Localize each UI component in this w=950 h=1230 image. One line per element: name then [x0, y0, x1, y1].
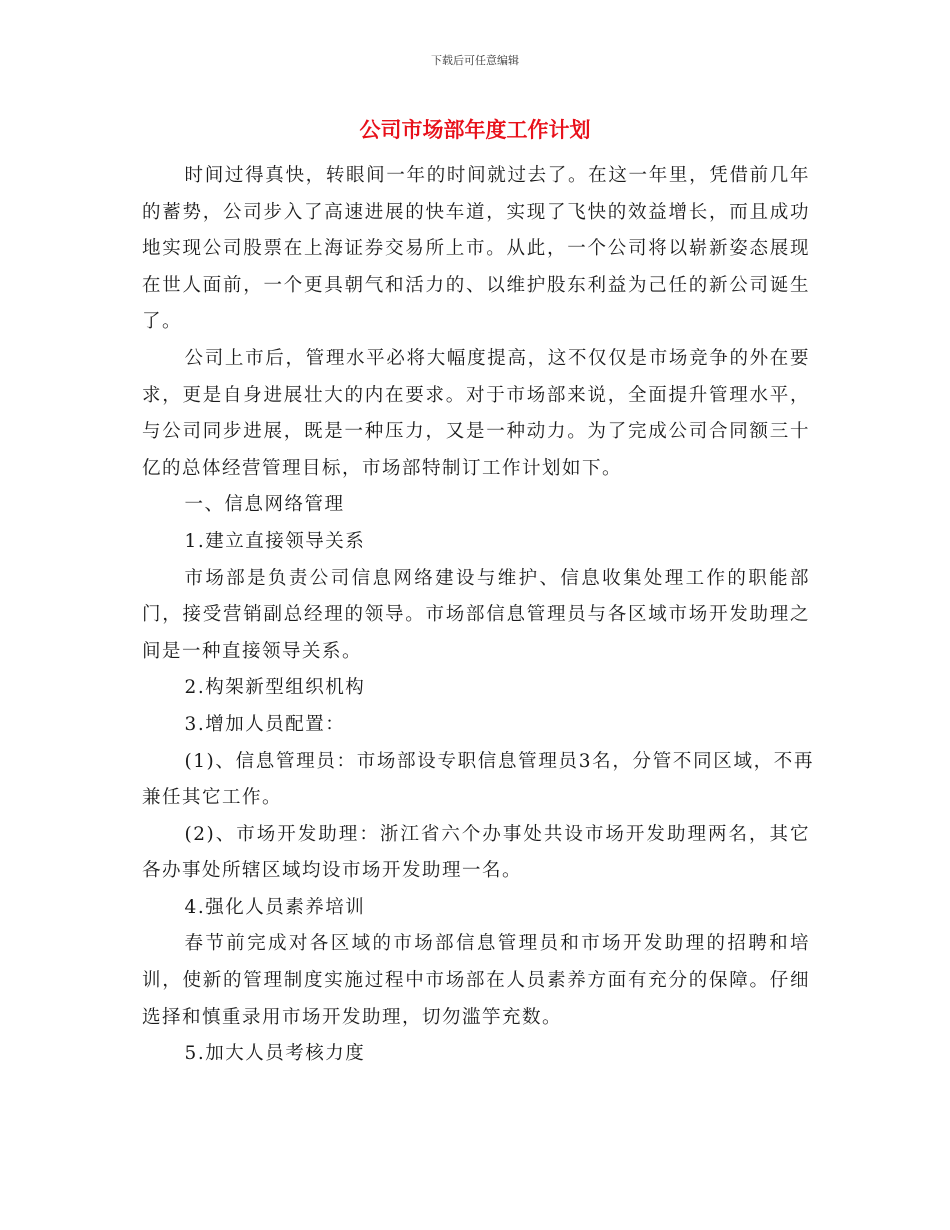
subheading-staffing: 3.增加人员配置： [184, 713, 346, 735]
paragraph-market-assistant: (2)、市场开发助理：浙江省六个办事处共设市场开发助理两名，其它各办事处所辖区域均设市场开发助理一名。 [142, 823, 810, 882]
header-note: 下载后可任意编辑 [431, 54, 519, 67]
subheading-leadership: 1.建立直接领导关系 [184, 530, 366, 552]
paragraph-listing-management: 公司上市后，管理水平必将大幅度提高，这不仅仅是市场竞争的外在要求，更是自身进展壮大的内在要求。对于市场部来说，全面提升管理水平，与公司同步进展，既是一种压力，又是一种动力。为了完成公司合同额三十亿的总体经营管理目标，市场部特制订工作计划如下。 [142, 347, 810, 479]
document-body [142, 158, 814, 1073]
section-heading-info-network: 一、信息网络管理 [184, 494, 345, 516]
paragraph-leadership: 市场部是负责公司信息网络建设与维护、信息收集处理工作的职能部门，接受营销副总经理的领导。市场部信息管理员与各区域市场开发助理之间是一种直接领导关系。 [142, 567, 810, 662]
paragraph-info-manager: (1)、信息管理员：市场部设专职信息管理员3名，分管不同区域，不再兼任其它工作。 [142, 750, 814, 809]
subheading-assessment: 5.加大人员考核力度 [184, 1043, 366, 1065]
subheading-training: 4.强化人员素养培训 [184, 896, 366, 918]
document-title: 公司市场部年度工作计划 [359, 118, 591, 142]
paragraph-training: 春节前完成对各区域的市场部信息管理员和市场开发助理的招聘和培训，使新的管理制度实施过程中市场部在人员素养方面有充分的保障。仔细选择和慎重录用市场开发助理，切勿滥竽充数。 [142, 933, 810, 1028]
paragraph-intro: 时间过得真快，转眼间一年的时间就过去了。在这一年里，凭借前几年的蓄势，公司步入了高速进展的快车道，实现了飞快的效益增长，而且成功地实现公司股票在上海证券交易所上市。从此，一个公司将以崭新姿态展现在世人面前，一个更具朝气和活力的、以维护股东利益为己任的新公司诞生了。 [142, 165, 810, 333]
subheading-organization: 2.构架新型组织机构 [184, 677, 366, 699]
